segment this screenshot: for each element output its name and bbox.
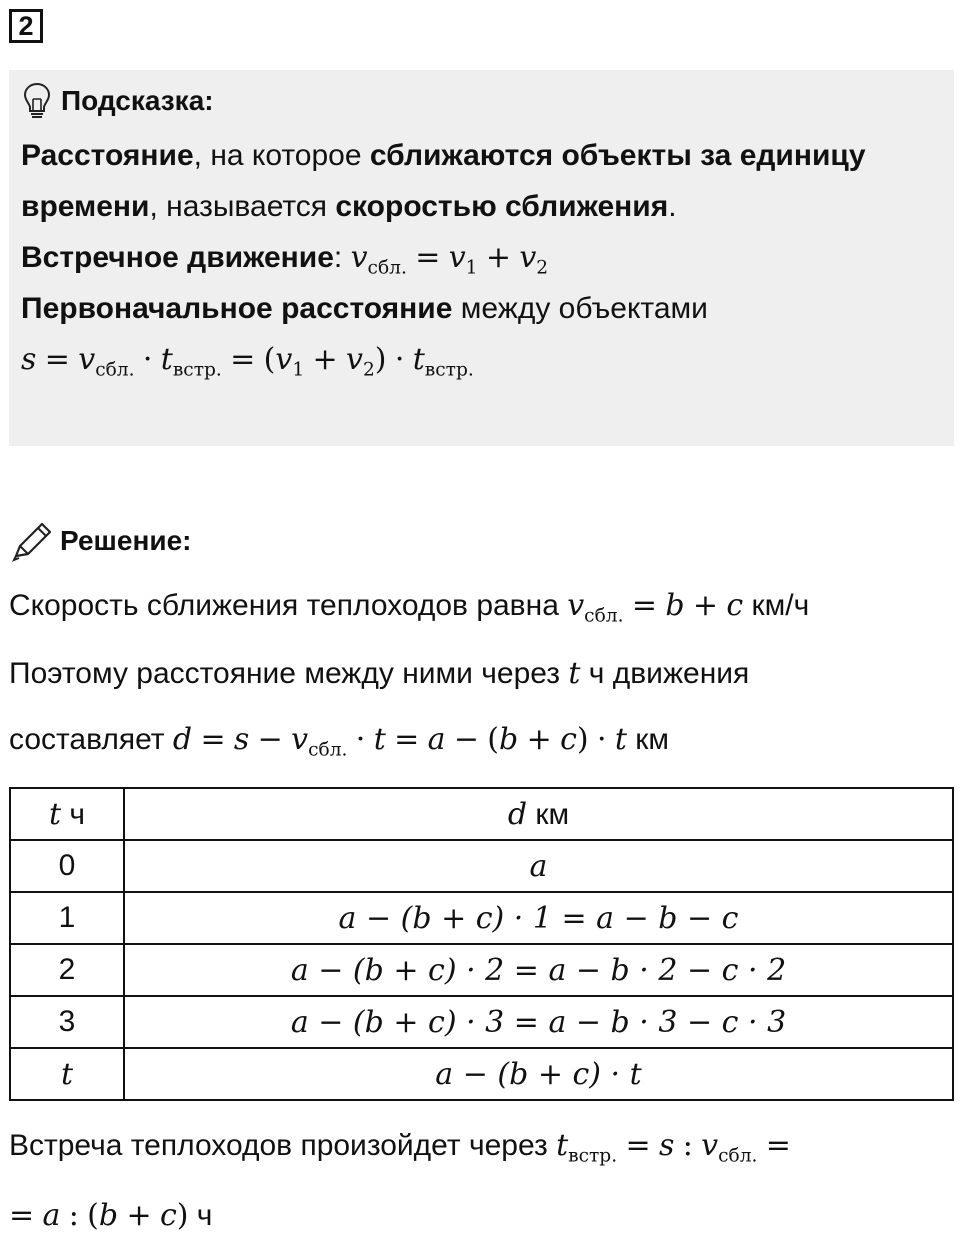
table-row bbox=[10, 944, 953, 996]
hint-paragraph-3: Первоначальное расстояние между объектами bbox=[21, 292, 708, 325]
table-cell-d: a − (b + c) · 3 = a − b · 3 − c · 3 bbox=[124, 996, 953, 1048]
solution-line-5: = a : (b + c) ч bbox=[9, 1198, 213, 1233]
table-cell-d: a − (b + c) · t bbox=[124, 1048, 953, 1100]
hint-formula: $s = v_{сбл.} \cdot t_{встр.} = (v_1 + v_2) \cdot t_{встр.}$ bbox=[21, 342, 474, 381]
pencil-icon bbox=[10, 520, 54, 562]
table-row bbox=[10, 840, 953, 892]
solution-header bbox=[10, 518, 191, 564]
table-cell-t: 0 bbox=[10, 840, 124, 892]
distance-table bbox=[9, 787, 954, 1101]
table-cell-t: t bbox=[10, 1048, 124, 1100]
table-header-d: d км bbox=[124, 788, 953, 840]
solution-line-1: Скорость сближения теплоходов равна $v_{сбл.} = b + c$ км/ч bbox=[9, 588, 810, 627]
table-cell-t: 1 bbox=[10, 892, 124, 944]
hint-box bbox=[9, 70, 954, 446]
solution-title: Решение: bbox=[60, 525, 192, 556]
table-cell-d: a bbox=[124, 840, 953, 892]
solution-line-4: Встреча теплоходов произойдет через $t_{встр.} = s$ : $v_{сбл.}$ = bbox=[9, 1128, 791, 1167]
task-number: 2 bbox=[9, 9, 43, 43]
solution-line-3: составляет $d = s - v_{сбл.} \cdot t = a - (b + c) \cdot t$ км bbox=[9, 722, 669, 761]
hint-title: Подсказка: bbox=[61, 85, 214, 116]
hint-text bbox=[21, 130, 942, 385]
table-header-row bbox=[10, 788, 953, 840]
hint-paragraph-2: Встречное движение: $v_{сбл.} = v_1 + v_2$ bbox=[21, 240, 549, 279]
table-cell-t: 2 bbox=[10, 944, 124, 996]
hint-header bbox=[21, 78, 942, 124]
table-cell-t: 3 bbox=[10, 996, 124, 1048]
solution-line-2: Поэтому расстояние между ними через t ч движения bbox=[9, 656, 750, 691]
hint-paragraph-1: Расстояние, на которое сближаются объекты за единицу времени, называется скоростью сближения. bbox=[21, 139, 866, 223]
table-row bbox=[10, 1048, 953, 1100]
table-row bbox=[10, 892, 953, 944]
lightbulb-icon bbox=[21, 81, 53, 121]
table-header-t: t ч bbox=[10, 788, 124, 840]
table-cell-d: a − (b + c) · 2 = a − b · 2 − c · 2 bbox=[124, 944, 953, 996]
table-row bbox=[10, 996, 953, 1048]
table-cell-d: a − (b + c) · 1 = a − b − c bbox=[124, 892, 953, 944]
